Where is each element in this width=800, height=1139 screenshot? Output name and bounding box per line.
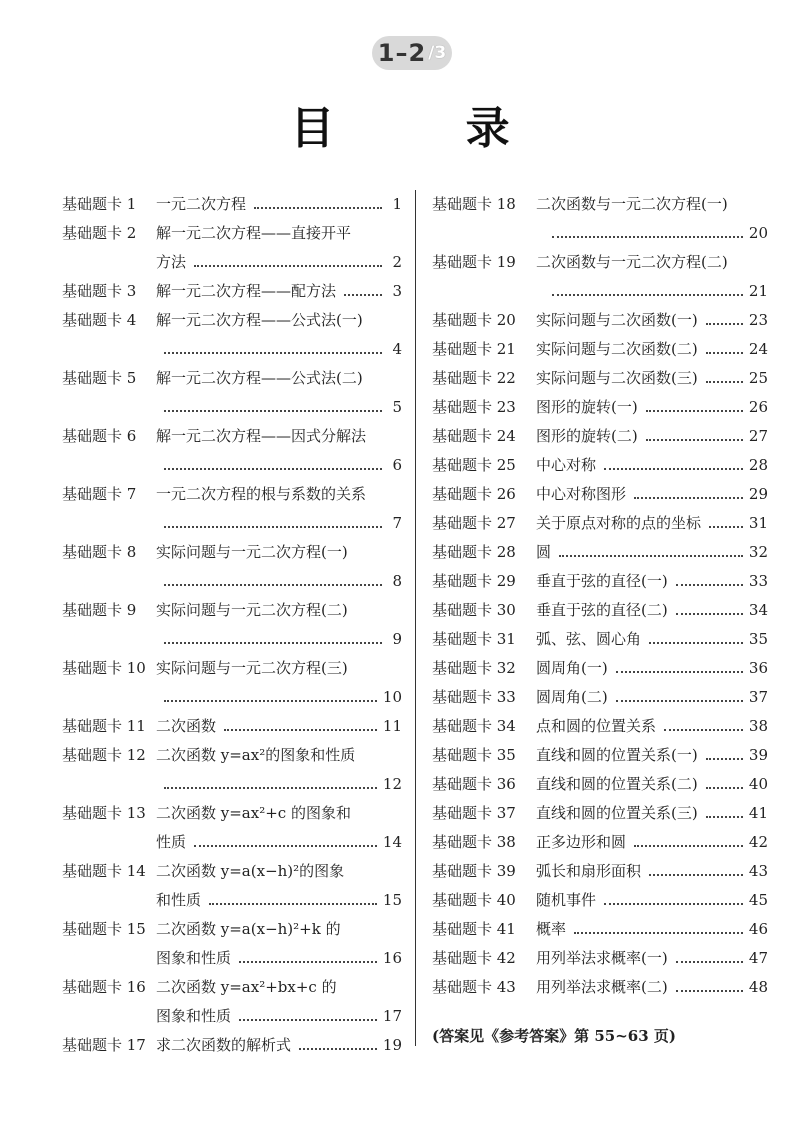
dot-leader — [552, 293, 743, 296]
dot-leader — [194, 844, 377, 847]
toc-entry-title: 一元二次方程的根与系数的关系 — [156, 485, 367, 503]
toc-line — [432, 596, 768, 625]
toc-page-number: 31 — [748, 514, 768, 532]
toc-entry-title: 二次函数与一元二次方程(二) — [536, 253, 728, 271]
toc-entry-title: 中心对称图形 — [536, 485, 627, 503]
dot-leader — [676, 612, 743, 615]
dot-leader — [634, 496, 743, 499]
toc-entry-title: 实际问题与一元二次方程(三) — [156, 659, 348, 677]
toc-entry[interactable] — [62, 538, 402, 596]
toc-entry-title: 实际问题与一元二次方程(二) — [156, 601, 348, 619]
toc-entry-label: 基础题卡 10 — [62, 659, 146, 677]
toc-entry[interactable] — [62, 654, 402, 712]
toc-line — [432, 248, 768, 277]
toc-line — [62, 248, 402, 277]
dot-leader — [616, 699, 743, 702]
dot-leader — [706, 786, 743, 789]
toc-page-number: 10 — [382, 688, 402, 706]
toc-entry-label: 基础题卡 37 — [432, 804, 516, 822]
toc-page-number: 39 — [748, 746, 768, 764]
toc-entry-label: 基础题卡 20 — [432, 311, 516, 329]
toc-entry-title: 直线和圆的位置关系(二) — [536, 775, 698, 793]
toc-entry-label: 基础题卡 13 — [62, 804, 146, 822]
toc-line — [62, 219, 402, 248]
dot-leader — [706, 380, 743, 383]
toc-entry[interactable] — [432, 393, 768, 422]
dot-leader — [239, 1018, 377, 1021]
toc-page-number: 20 — [748, 224, 768, 242]
toc-entry-title: 圆 — [536, 543, 552, 561]
toc-line — [62, 1002, 402, 1031]
toc-entry-label: 基础题卡 35 — [432, 746, 516, 764]
toc-entry-label: 基础题卡 9 — [62, 601, 137, 619]
toc-entry[interactable] — [62, 857, 402, 915]
toc-line — [62, 509, 402, 538]
toc-entry[interactable] — [432, 190, 768, 248]
toc-line — [62, 538, 402, 567]
toc-line — [62, 422, 402, 451]
toc-entry-label: 基础题卡 21 — [432, 340, 516, 358]
toc-page-number: 1 — [392, 195, 402, 213]
toc-page-number: 34 — [748, 601, 768, 619]
toc-line — [432, 915, 768, 944]
toc-line — [432, 364, 768, 393]
toc-entry[interactable] — [62, 712, 402, 741]
toc-entry-label: 基础题卡 7 — [62, 485, 137, 503]
badge-main: 1–2 — [377, 39, 427, 67]
toc-line — [432, 973, 768, 1002]
toc-entry-title: 弧长和扇形面积 — [536, 862, 642, 880]
toc-entry-label: 基础题卡 32 — [432, 659, 516, 677]
toc-entry-label: 基础题卡 18 — [432, 195, 516, 213]
toc-entry-title: 圆周角(一) — [536, 659, 608, 677]
toc-line — [432, 190, 768, 219]
dot-leader — [616, 670, 743, 673]
toc-entry[interactable] — [62, 741, 402, 799]
toc-entry-title: 图象和性质 — [156, 1007, 232, 1025]
toc-entry[interactable] — [432, 538, 768, 567]
toc-entry[interactable] — [62, 1031, 402, 1060]
toc-entry-title: 关于原点对称的点的坐标 — [536, 514, 702, 532]
toc-page-number: 6 — [392, 456, 402, 474]
toc-line — [62, 190, 402, 219]
dot-leader — [634, 844, 743, 847]
toc-page-number: 45 — [748, 891, 768, 909]
toc-entry[interactable] — [62, 915, 402, 973]
toc-entry-title: 圆周角(二) — [536, 688, 608, 706]
toc-page-number: 16 — [382, 949, 402, 967]
toc-page-number: 48 — [748, 978, 768, 996]
toc-page-number: 35 — [748, 630, 768, 648]
toc-entry-label: 基础题卡 28 — [432, 543, 516, 561]
toc-line — [62, 480, 402, 509]
toc-line — [62, 277, 402, 306]
toc-page-number: 33 — [748, 572, 768, 590]
toc-page-number: 40 — [748, 775, 768, 793]
toc-entry[interactable] — [432, 364, 768, 393]
toc-entry-label: 基础题卡 30 — [432, 601, 516, 619]
toc-entry-title: 二次函数 — [156, 717, 217, 735]
toc-entry[interactable] — [432, 625, 768, 654]
toc-page-number: 38 — [748, 717, 768, 735]
toc-entry-title: 实际问题与二次函数(三) — [536, 369, 698, 387]
toc-entry[interactable] — [62, 422, 402, 480]
dot-leader — [706, 757, 743, 760]
toc-entry-title: 垂直于弦的直径(二) — [536, 601, 668, 619]
toc-entry-label: 基础题卡 14 — [62, 862, 146, 880]
toc-entry-title: 二次函数 y=ax²的图象和性质 — [156, 746, 356, 764]
toc-entry-title: 直线和圆的位置关系(一) — [536, 746, 698, 764]
dot-leader — [209, 902, 377, 905]
dot-leader — [646, 409, 743, 412]
toc-entry-title: 图形的旋转(二) — [536, 427, 638, 445]
toc-entry-label: 基础题卡 11 — [62, 717, 146, 735]
toc-entry[interactable] — [62, 277, 402, 306]
dot-leader — [649, 641, 743, 644]
column-divider — [415, 190, 416, 1046]
toc-page-number: 14 — [382, 833, 402, 851]
toc-page-number: 7 — [392, 514, 402, 532]
toc-line — [432, 335, 768, 364]
toc-line — [432, 799, 768, 828]
toc-line — [432, 828, 768, 857]
dot-leader — [709, 525, 743, 528]
page-title: 目 录 — [290, 103, 568, 154]
toc-page-number: 17 — [382, 1007, 402, 1025]
toc-entry[interactable] — [432, 886, 768, 915]
toc-entry[interactable] — [432, 915, 768, 944]
toc-page-number: 32 — [748, 543, 768, 561]
dot-leader — [164, 409, 382, 412]
toc-entry[interactable] — [432, 683, 768, 712]
toc-page-number: 8 — [392, 572, 402, 590]
toc-line — [432, 741, 768, 770]
toc-entry-label: 基础题卡 23 — [432, 398, 516, 416]
toc-page-number: 46 — [748, 920, 768, 938]
toc-line — [62, 712, 402, 741]
dot-leader — [239, 960, 377, 963]
toc-line — [62, 596, 402, 625]
toc-page-number: 25 — [748, 369, 768, 387]
toc-page-number: 9 — [392, 630, 402, 648]
toc-page-number: 4 — [392, 340, 402, 358]
toc-entry-title: 正多边形和圆 — [536, 833, 627, 851]
dot-leader — [164, 525, 382, 528]
toc-entry-title: 用列举法求概率(二) — [536, 978, 668, 996]
toc-page-number: 47 — [748, 949, 768, 967]
dot-leader — [552, 235, 743, 238]
toc-line — [62, 828, 402, 857]
toc-entry[interactable] — [62, 973, 402, 1031]
toc-entry-label: 基础题卡 29 — [432, 572, 516, 590]
toc-entry-label: 基础题卡 8 — [62, 543, 137, 561]
toc-entry-title: 图象和性质 — [156, 949, 232, 967]
toc-entry-label: 基础题卡 36 — [432, 775, 516, 793]
answer-note: (答案见《参考答案》第 55~63 页) — [432, 1027, 676, 1045]
toc-page-number: 3 — [392, 282, 402, 300]
dot-leader — [164, 467, 382, 470]
toc-entry-title: 二次函数 y=a(x−h)²的图象 — [156, 862, 345, 880]
dot-leader — [194, 264, 382, 267]
toc-line — [62, 683, 402, 712]
dot-leader — [164, 351, 382, 354]
toc-entry-label: 基础题卡 25 — [432, 456, 516, 474]
toc-entry[interactable] — [432, 480, 768, 509]
toc-entry[interactable] — [432, 770, 768, 799]
toc-page-number: 23 — [748, 311, 768, 329]
toc-entry-title: 解一元二次方程——因式分解法 — [156, 427, 367, 445]
toc-line — [62, 886, 402, 915]
toc-entry-title: 实际问题与二次函数(一) — [536, 311, 698, 329]
toc-entry-title: 实际问题与一元二次方程(一) — [156, 543, 348, 561]
toc-entry-label: 基础题卡 34 — [432, 717, 516, 735]
toc-line — [62, 1031, 402, 1060]
toc-entry-title: 点和圆的位置关系 — [536, 717, 657, 735]
toc-entry-label: 基础题卡 16 — [62, 978, 146, 996]
toc-line — [62, 393, 402, 422]
toc-line — [62, 944, 402, 973]
toc-entry[interactable] — [62, 799, 402, 857]
toc-entry-label: 基础题卡 31 — [432, 630, 516, 648]
toc-entry-title: 概率 — [536, 920, 567, 938]
toc-line — [432, 480, 768, 509]
toc-entry-label: 基础题卡 26 — [432, 485, 516, 503]
toc-page-number: 43 — [748, 862, 768, 880]
page-badge — [372, 36, 452, 70]
dot-leader — [254, 206, 382, 209]
toc-entry-label: 基础题卡 41 — [432, 920, 516, 938]
toc-entry-title: 解一元二次方程——公式法(二) — [156, 369, 363, 387]
toc-page-number: 37 — [748, 688, 768, 706]
toc-page-number: 29 — [748, 485, 768, 503]
toc-entry-label: 基础题卡 42 — [432, 949, 516, 967]
dot-leader — [649, 873, 743, 876]
dot-leader — [706, 322, 743, 325]
toc-page-number: 28 — [748, 456, 768, 474]
toc-entry[interactable] — [62, 364, 402, 422]
toc-line — [62, 915, 402, 944]
toc-entry-title: 二次函数与一元二次方程(一) — [536, 195, 728, 213]
dot-leader — [559, 554, 743, 557]
toc-entry[interactable] — [432, 944, 768, 973]
toc-page-number: 15 — [382, 891, 402, 909]
toc-entry[interactable] — [62, 306, 402, 364]
toc-entry[interactable] — [432, 596, 768, 625]
toc-entry[interactable] — [432, 654, 768, 683]
toc-entry[interactable] — [432, 857, 768, 886]
toc-line — [432, 451, 768, 480]
toc-entry-label: 基础题卡 39 — [432, 862, 516, 880]
toc-line — [62, 973, 402, 1002]
toc-entry-label: 基础题卡 43 — [432, 978, 516, 996]
toc-line — [432, 886, 768, 915]
toc-entry-title: 二次函数 y=a(x−h)²+k 的 — [156, 920, 341, 938]
toc-line — [62, 625, 402, 654]
toc-entry[interactable] — [62, 190, 402, 219]
toc-entry-title: 弧、弦、圆心角 — [536, 630, 642, 648]
toc-entry[interactable] — [432, 451, 768, 480]
toc-page-number: 2 — [392, 253, 402, 271]
toc-entry-label: 基础题卡 5 — [62, 369, 137, 387]
toc-line — [432, 770, 768, 799]
dot-leader — [344, 293, 382, 296]
toc-line — [432, 654, 768, 683]
toc-entry-title: 二次函数 y=ax²+bx+c 的 — [156, 978, 337, 996]
toc-line — [62, 741, 402, 770]
toc-entry-title: 中心对称 — [536, 456, 597, 474]
dot-leader — [676, 960, 743, 963]
toc-line — [62, 335, 402, 364]
toc-entry-title: 和性质 — [156, 891, 202, 909]
toc-line — [432, 712, 768, 741]
toc-entry-title: 直线和圆的位置关系(三) — [536, 804, 698, 822]
toc-line — [432, 683, 768, 712]
toc-line — [432, 422, 768, 451]
toc-entry-title: 解一元二次方程——公式法(一) — [156, 311, 363, 329]
dot-leader — [604, 467, 743, 470]
toc-line — [62, 567, 402, 596]
toc-entry-label: 基础题卡 12 — [62, 746, 146, 764]
dot-leader — [224, 728, 377, 731]
toc-entry-title: 垂直于弦的直径(一) — [536, 572, 668, 590]
toc-page-number: 21 — [748, 282, 768, 300]
dot-leader — [706, 351, 743, 354]
dot-leader — [164, 641, 382, 644]
toc-entry[interactable] — [432, 828, 768, 857]
toc-entry[interactable] — [432, 973, 768, 1002]
toc-entry-label: 基础题卡 33 — [432, 688, 516, 706]
toc-line — [62, 364, 402, 393]
toc-page-number: 42 — [748, 833, 768, 851]
toc-entry-label: 基础题卡 19 — [432, 253, 516, 271]
toc-entry-title: 性质 — [156, 833, 187, 851]
toc-entry-title: 二次函数 y=ax²+c 的图象和 — [156, 804, 351, 822]
toc-entry-label: 基础题卡 24 — [432, 427, 516, 445]
toc-entry[interactable] — [432, 567, 768, 596]
toc-line — [432, 393, 768, 422]
toc-entry[interactable] — [432, 799, 768, 828]
toc-page-number: 5 — [392, 398, 402, 416]
dot-leader — [664, 728, 743, 731]
toc-line — [62, 799, 402, 828]
toc-entry[interactable] — [432, 248, 768, 306]
toc-page-number: 41 — [748, 804, 768, 822]
toc-line — [432, 944, 768, 973]
badge-sub: /3 — [428, 43, 447, 63]
toc-entry[interactable] — [62, 480, 402, 538]
toc-line — [62, 306, 402, 335]
toc-page-number: 36 — [748, 659, 768, 677]
toc-line — [432, 625, 768, 654]
toc-line — [62, 654, 402, 683]
toc-line — [62, 451, 402, 480]
toc-entry-label: 基础题卡 15 — [62, 920, 146, 938]
dot-leader — [646, 438, 743, 441]
toc-entry-label: 基础题卡 22 — [432, 369, 516, 387]
toc-entry[interactable] — [432, 335, 768, 364]
toc-entry-title: 一元二次方程 — [156, 195, 247, 213]
toc-line — [432, 306, 768, 335]
dot-leader — [574, 931, 743, 934]
dot-leader — [676, 583, 743, 586]
toc-entry[interactable] — [62, 219, 402, 277]
dot-leader — [706, 815, 743, 818]
toc-line — [432, 538, 768, 567]
toc-left-column — [62, 190, 402, 1060]
toc-line — [432, 509, 768, 538]
toc-entry[interactable] — [432, 712, 768, 741]
dot-leader — [164, 786, 377, 789]
toc-line — [432, 219, 768, 248]
dot-leader — [676, 989, 743, 992]
toc-entry-label: 基础题卡 17 — [62, 1036, 146, 1054]
toc-page-number: 11 — [382, 717, 402, 735]
toc-entry[interactable] — [432, 741, 768, 770]
toc-entry[interactable] — [432, 306, 768, 335]
toc-entry-label: 基础题卡 40 — [432, 891, 516, 909]
toc-entry[interactable] — [432, 509, 768, 538]
toc-entry-label: 基础题卡 6 — [62, 427, 137, 445]
toc-line — [62, 857, 402, 886]
toc-entry-title: 随机事件 — [536, 891, 597, 909]
toc-entry-title: 解一元二次方程——直接开平 — [156, 224, 352, 242]
toc-page-number: 19 — [382, 1036, 402, 1054]
toc-line — [62, 770, 402, 799]
toc-page-number: 24 — [748, 340, 768, 358]
toc-page-number: 12 — [382, 775, 402, 793]
dot-leader — [164, 583, 382, 586]
toc-entry-title: 实际问题与二次函数(二) — [536, 340, 698, 358]
toc-entry-title: 图形的旋转(一) — [536, 398, 638, 416]
toc-entry-title: 方法 — [156, 253, 187, 271]
toc-page-number: 26 — [748, 398, 768, 416]
dot-leader — [164, 699, 377, 702]
toc-entry[interactable] — [432, 422, 768, 451]
toc-entry-title: 解一元二次方程——配方法 — [156, 282, 337, 300]
toc-entry-label: 基础题卡 27 — [432, 514, 516, 532]
toc-entry[interactable] — [62, 596, 402, 654]
toc-line — [432, 567, 768, 596]
toc-line — [432, 857, 768, 886]
toc-entry-label: 基础题卡 4 — [62, 311, 137, 329]
toc-entry-label: 基础题卡 1 — [62, 195, 137, 213]
toc-line — [432, 277, 768, 306]
toc-entry-label: 基础题卡 3 — [62, 282, 137, 300]
toc-right-column — [432, 190, 768, 1002]
toc-page-number: 27 — [748, 427, 768, 445]
toc-entry-title: 求二次函数的解析式 — [156, 1036, 292, 1054]
toc-entry-label: 基础题卡 2 — [62, 224, 137, 242]
dot-leader — [604, 902, 743, 905]
toc-entry-label: 基础题卡 38 — [432, 833, 516, 851]
toc-entry-title: 用列举法求概率(一) — [536, 949, 668, 967]
dot-leader — [299, 1047, 377, 1050]
